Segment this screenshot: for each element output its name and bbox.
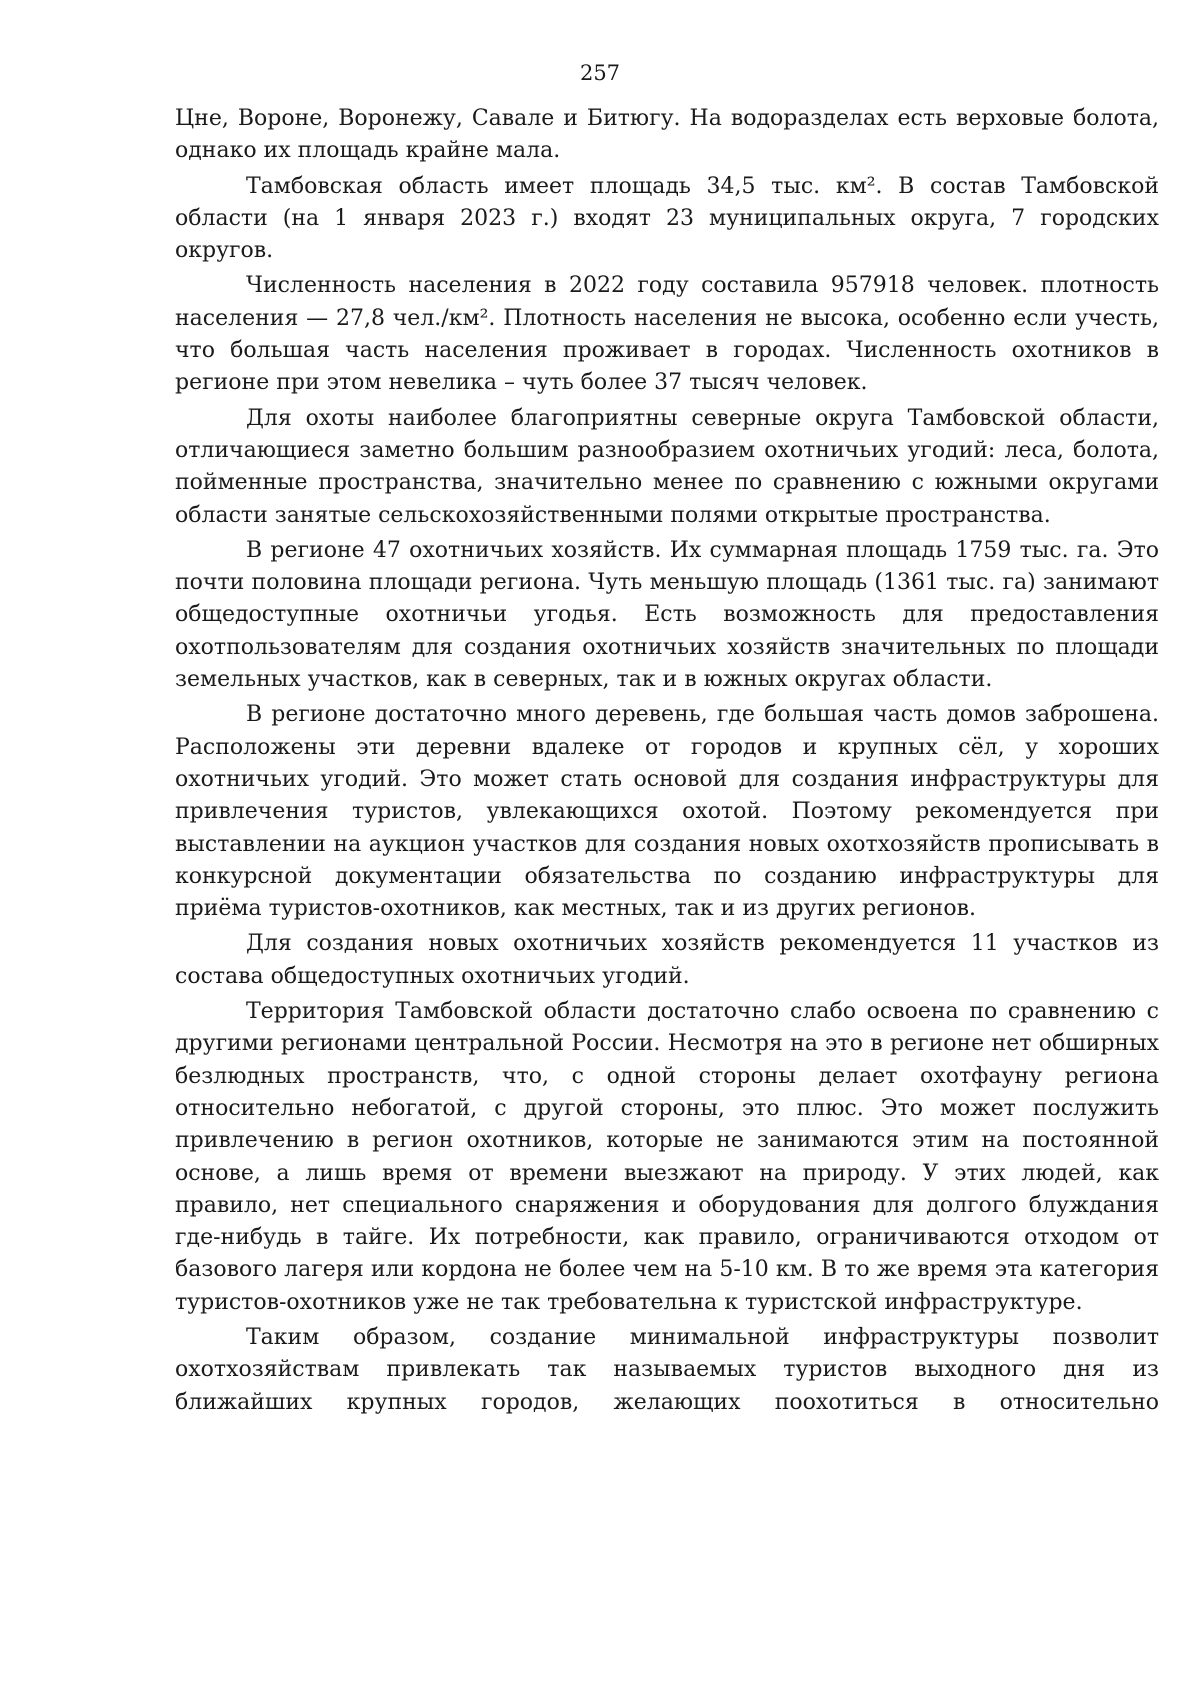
paragraph: Численность населения в 2022 году составила 957918 человек. плотность населения — 27,8 чел./км². Плотность населения не высока, особенно если учесть, что большая часть населения проживает в городах. Численность охотников в регионе при этом невелика – чуть более 37 тысяч человек. — [175, 273, 1159, 396]
paragraph: В регионе 47 охотничьих хозяйств. Их суммарная площадь 1759 тыс. га. Это почти половина площади региона. Чуть меньшую площадь (1361 тыс. га) занимают общедоступные охотничьи угодья. Есть возможность для предоставления охотпользователям для создания охотничьих хозяйств значительных по площади земельных участков, как в северных, так и в южных округах области. — [175, 537, 1159, 693]
paragraph: Цне, Вороне, Воронежу, Савале и Битюгу. На водоразделах есть верховые болота, однако их площадь крайне мала. — [175, 106, 1159, 164]
paragraph: Таким образом, создание минимальной инфраструктуры позволит охотхозяйствам привлекать так называемых туристов выходного дня из ближайших крупных городов, желающих поохотиться в относительно — [175, 1324, 1159, 1415]
page-number: 257 — [579, 61, 621, 85]
paragraph: Тамбовская область имеет площадь 34,5 тыс. км². В состав Тамбовской области (на 1 января 2023 г.) входят 23 муниципальных округа, 7 городских округов. — [175, 173, 1159, 264]
paragraph: Для охоты наиболее благоприятны северные округа Тамбовской области, отличающиеся заметно большим разнообразием охотничьих угодий: леса, болота, пойменные пространства, значительно менее по сравнению с южными округами области занятые сельскохозяйственными полями открытые пространства. — [175, 405, 1159, 528]
paragraph: Для создания новых охотничьих хозяйств рекомендуется 11 участков из состава общедоступных охотничьих угодий. — [175, 931, 1159, 989]
paragraph: Территория Тамбовской области достаточно слабо освоена по сравнению с другими регионами центральной России. Несмотря на это в регионе нет обширных безлюдных пространств, что, с одной стороны делает охотфауну региона относительно небогатой, с другой стороны, это плюс. Это может послужить привлечению в регион охотников, которые не занимаются этим на постоянной основе, а лишь время от времени выезжают на природу. У этих людей, как правило, нет специального снаряжения и оборудования для долгого блуждания где-нибудь в тайге. Их потребности, как правило, ограничиваются отходом от базового лагеря или кордона не более чем на 5-10 км. В то же время эта категория туристов-охотников уже не так требовательна к туристской инфраструктуре. — [175, 999, 1159, 1315]
body-text — [175, 103, 1159, 1422]
paragraph: В регионе достаточно много деревень, где большая часть домов заброшена. Расположены эти деревни вдалеке от городов и крупных сёл, у хороших охотничьих угодий. Это может стать основой для создания инфраструктуры для привлечения туристов, увлекающихся охотой. Поэтому рекомендуется при выставлении на аукцион участков для создания новых охотхозяйств прописывать в конкурсной документации обязательства по созданию инфраструктуры для приёма туристов-охотников, как местных, так и из других регионов. — [175, 702, 1159, 922]
